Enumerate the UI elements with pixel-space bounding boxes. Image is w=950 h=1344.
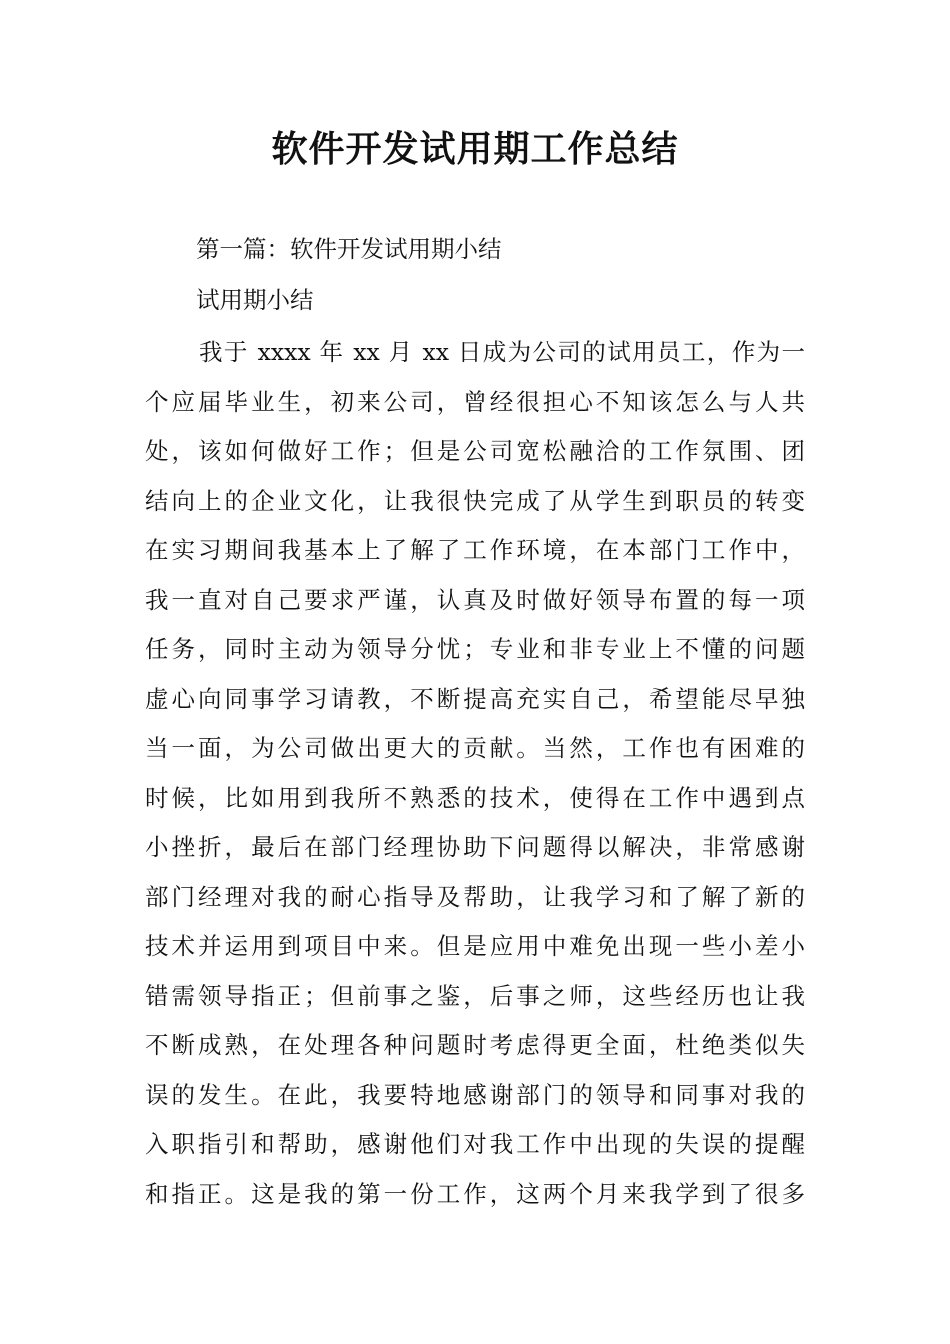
paragraph-line: 入职指引和帮助，感谢他们对我工作中出现的失误的提醒 xyxy=(145,1130,805,1158)
paragraph-line: 虚心向同事学习请教，不断提高充实自己，希望能尽早独 xyxy=(145,684,805,713)
paragraph-line: 误的发生。在此，我要特地感谢部门的领导和同事对我的 xyxy=(145,1080,805,1109)
paragraph-line: 错需领导指正；但前事之鉴，后事之师，这些经历也让我 xyxy=(145,981,805,1010)
paragraph-line: 小挫折，最后在部门经理协助下问题得以解决，非常感谢 xyxy=(145,833,805,861)
paragraph-line: 技术并运用到项目中来。但是应用中难免出现一些小差小 xyxy=(145,932,805,960)
paragraph-line: 任务，同时主动为领导分忧；专业和非专业上不懂的问题 xyxy=(145,635,805,663)
subheading: 试用期小结 xyxy=(196,286,314,314)
paragraph-line: 和指正。这是我的第一份工作，这两个月来我学到了很多 xyxy=(145,1179,805,1208)
paragraph-line: 结向上的企业文化，让我很快完成了从学生到职员的转变 xyxy=(145,486,805,515)
document-title: 软件开发试用期工作总结 xyxy=(271,129,679,170)
paragraph-line: 不断成熟，在处理各种问题时考虑得更全面，杜绝类似失 xyxy=(145,1031,805,1059)
paragraph-line: 在实习期间我基本上了解了工作环境，在本部门工作中， xyxy=(145,536,805,564)
paragraph-line: 时候，比如用到我所不熟悉的技术，使得在工作中遇到点 xyxy=(145,783,805,812)
paragraph-line: 我于 xxxx 年 xx 月 xx 日成为公司的试用员工，作为一 xyxy=(199,338,805,366)
section-heading: 第一篇：软件开发试用期小结 xyxy=(196,235,502,263)
paragraph-line: 当一面，为公司做出更大的贡献。当然，工作也有困难的 xyxy=(145,734,805,762)
paragraph-line: 我一直对自己要求严谨，认真及时做好领导布置的每一项 xyxy=(145,585,805,614)
paragraph-line: 个应届毕业生，初来公司，曾经很担心不知该怎么与人共 xyxy=(145,387,805,416)
body-paragraph xyxy=(145,335,810,1226)
paragraph-line: 部门经理对我的耐心指导及帮助，让我学习和了解了新的 xyxy=(145,882,805,911)
paragraph-line: 处，该如何做好工作；但是公司宽松融洽的工作氛围、团 xyxy=(145,437,805,465)
